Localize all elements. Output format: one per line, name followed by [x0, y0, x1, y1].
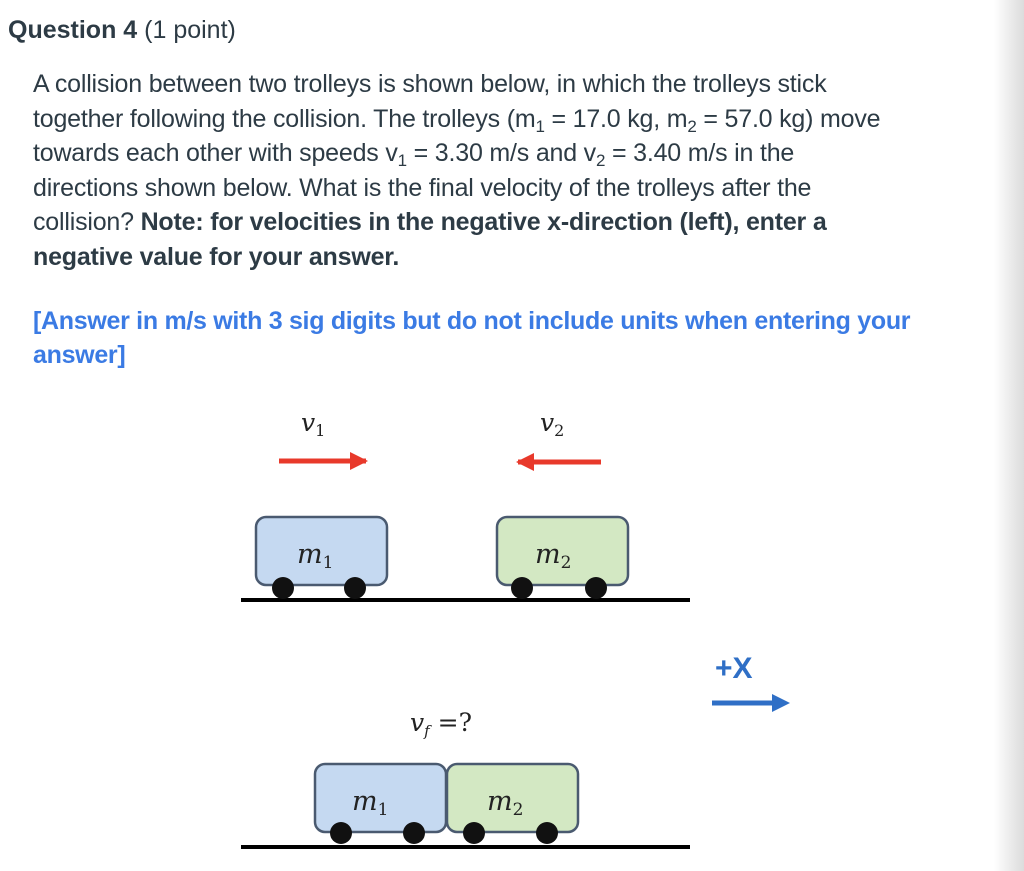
subscript: 1 [397, 151, 407, 170]
question-text-span: = 3.30 m/s and v [406, 139, 596, 167]
wheel [344, 577, 366, 599]
wheel [403, 822, 425, 844]
subscript: 1 [535, 116, 545, 136]
m2-label-after: m2 [487, 786, 524, 820]
v2-label: $v_2$ [540, 408, 565, 440]
wheel [511, 577, 533, 599]
trolley-m1-after [315, 764, 446, 832]
question-text-span: = 17.0 kg, m [544, 104, 688, 133]
question-title: Question 4 [8, 16, 138, 44]
question-text-span: A collision between two trolleys is shown below, in which the trolleys stick [33, 70, 827, 98]
question-text-span: towards each other with speeds v [33, 139, 398, 167]
wheel [272, 577, 294, 599]
question-text-span: collision? [33, 208, 141, 236]
question-points: (1 point) [144, 16, 236, 44]
note-bold-text: negative value for your answer. [33, 242, 400, 271]
subscript: 2 [595, 151, 606, 170]
vf-label: $v_f$ =? [410, 708, 472, 740]
subscript: 2 [687, 116, 697, 136]
question-text-span: directions shown below. What is the final velocity of the trolleys after the [33, 173, 812, 202]
trolley-m2 [497, 517, 628, 585]
note-bold-text: Note: for velocities in the negative x-direction (left), enter a [140, 208, 827, 236]
wheel [330, 822, 352, 844]
wheel [585, 577, 607, 599]
answer-instructions-line: answer] [33, 341, 126, 369]
question-text-span: together following the collision. The trolleys (m [33, 104, 536, 133]
answer-instructions-line: [Answer in m/s with 3 sig digits but do not include units when entering your [33, 307, 911, 335]
question-text-span: = 57.0 kg) move [696, 104, 881, 133]
plus-x-label: +X [715, 652, 753, 685]
wheel [536, 822, 558, 844]
wheel [463, 822, 485, 844]
plus-x-arrowhead [772, 694, 790, 712]
m1-label: m1 [297, 539, 334, 573]
question-text-span: = 3.40 m/s in the [605, 139, 795, 167]
v1-label: $v_1$ [301, 408, 326, 440]
m1-label-after: m1 [352, 786, 389, 820]
v1-arrowhead [350, 452, 368, 470]
m2-label: m2 [535, 539, 572, 573]
v2-arrowhead [516, 453, 534, 471]
